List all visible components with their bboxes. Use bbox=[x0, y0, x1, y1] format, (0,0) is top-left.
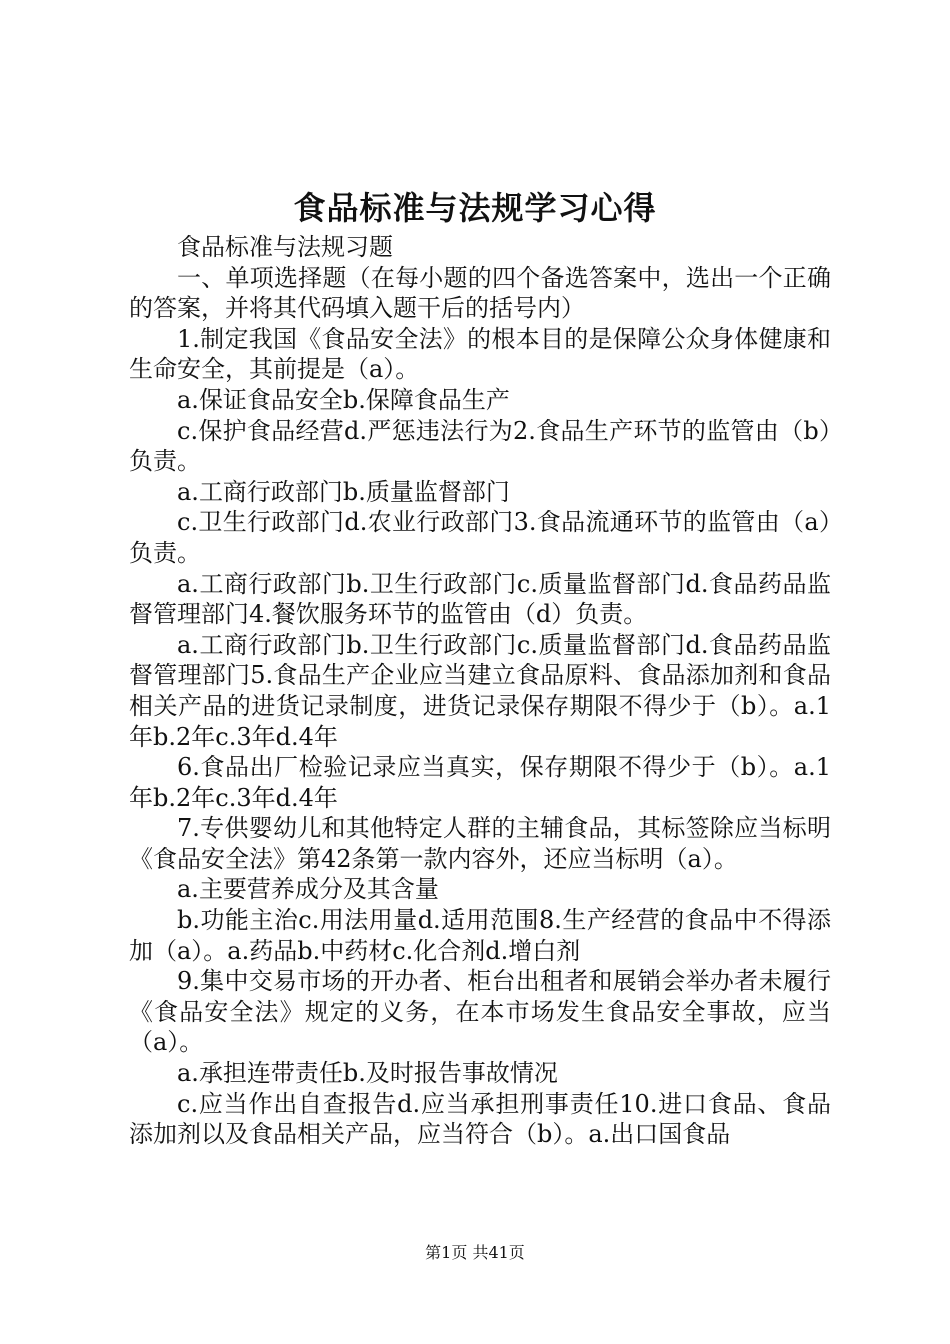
paragraph: c.卫生行政部门d.农业行政部门3.食品流通环节的监管由（a）负责。 bbox=[129, 508, 831, 567]
paragraph: 6.食品出厂检验记录应当真实，保存期限不得少于（b）。a.1年b.2年c.3年d.4年 bbox=[129, 753, 831, 812]
paragraph: a.工商行政部门b.卫生行政部门c.质量监督部门d.食品药品监督管理部门4.餐饮服务环节的监管由（d）负责。 bbox=[129, 569, 831, 629]
paragraph: b.功能主治c.用法用量d.适用范围8.生产经营的食品中不得添加（a）。a.药品b.中药材c.化合剂d.增白剂 bbox=[129, 906, 831, 965]
paragraph: a.保证食品安全b.保障食品生产 bbox=[177, 385, 510, 414]
paragraph: 食品标准与法规习题 bbox=[177, 233, 393, 261]
paragraph: c.应当作出自查报告d.应当承担刑事责任10.进口食品、食品添加剂以及食品相关产品，应当符合（b）。a.出口国食品 bbox=[129, 1089, 831, 1149]
paragraph: 一、单项选择题（在每小题的四个备选答案中，选出一个正确的答案，并将其代码填入题干后的括号内） bbox=[129, 263, 831, 323]
paragraph: c.保护食品经营d.严惩违法行为2.食品生产环节的监管由（b）负责。 bbox=[129, 416, 831, 476]
document-body bbox=[129, 232, 831, 1150]
paragraph: a.主要营养成分及其含量 bbox=[177, 875, 439, 904]
paragraph: 1.制定我国《食品安全法》的根本目的是保障公众身体健康和生命安全，其前提是（a）。 bbox=[129, 324, 831, 384]
paragraph: 7.专供婴幼儿和其他特定人群的主辅食品，其标签除应当标明《食品安全法》第42条第一款内容外，还应当标明（a）。 bbox=[129, 814, 831, 873]
paragraph: a.工商行政部门b.质量监督部门 bbox=[177, 477, 510, 506]
paragraph: a.承担连带责任b.及时报告事故情况 bbox=[177, 1059, 558, 1088]
paragraph: a.工商行政部门b.卫生行政部门c.质量监督部门d.食品药品监督管理部门5.食品生产企业应当建立食品原料、食品添加剂和食品相关产品的进货记录制度，进货记录保存期限不得少于（b）。a.1年b.2年c.3年d.4年 bbox=[129, 630, 831, 751]
paragraph: 9.集中交易市场的开办者、柜台出租者和展销会举办者未履行《食品安全法》规定的义务，在本市场发生食品安全事故，应当（a）。 bbox=[129, 967, 831, 1057]
document-title: 食品标准与法规学习心得 bbox=[293, 189, 657, 227]
page-footer: 第1页 共41页 bbox=[425, 1243, 525, 1262]
